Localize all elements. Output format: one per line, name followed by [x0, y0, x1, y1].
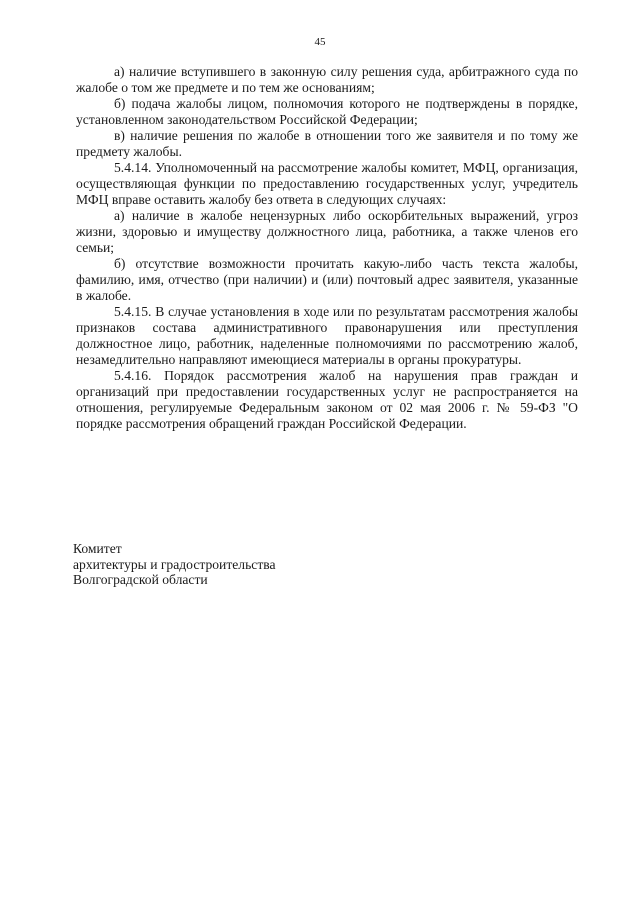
page-number: 45	[314, 36, 326, 48]
paragraph-5-4-13-b: б) подача жалобы лицом, полномочия которого не подтверждены в порядке, установленном законодательством Российской Федерации;	[76, 96, 578, 127]
signature-line-committee: Комитет	[73, 541, 122, 556]
paragraph-5-4-14-a: а) наличие в жалобе нецензурных либо оскорбительных выражений, угроз жизни, здоровью и имуществу должностного лица, работника, а также членов его семьи;	[76, 208, 578, 255]
paragraph-5-4-14-b: б) отсутствие возможности прочитать какую-либо часть текста жалобы, фамилию, имя, отчество (при наличии) и (или) почтовый адрес заявителя, указанные в жалобе.	[76, 256, 578, 303]
document-body	[76, 64, 578, 432]
signature-line-region: Волгоградской области	[73, 572, 208, 587]
paragraph-5-4-16: 5.4.16. Порядок рассмотрения жалоб на нарушения прав граждан и организаций при предоставлении государственных услуг не распространяется на отношения, регулируемые Федеральным законом от 02 мая 2006 г. № 59-ФЗ "О порядке рассмотрения обращений граждан Российской Федерации.	[76, 368, 578, 431]
signature-block	[73, 541, 393, 588]
paragraph-5-4-15: 5.4.15. В случае установления в ходе или по результатам рассмотрения жалобы признаков состава административного правонарушения или преступления должностное лицо, работник, наделенные полномочиями по рассмотрению жалоб, незамедлительно направляют имеющиеся материалы в органы прокуратуры.	[76, 304, 578, 367]
signature-line-department: архитектуры и градостроительства	[73, 556, 276, 572]
paragraph-5-4-13-a: а) наличие вступившего в законную силу решения суда, арбитражного суда по жалобе о том же предмете и по тем же основаниям;	[76, 64, 578, 95]
paragraph-5-4-14: 5.4.14. Уполномоченный на рассмотрение жалобы комитет, МФЦ, организация, осуществляющая функции по предоставлению государственных услуг, учредитель МФЦ вправе оставить жалобу без ответа в следующих случаях:	[76, 160, 578, 207]
paragraph-5-4-13-v: в) наличие решения по жалобе в отношении того же заявителя и по тому же предмету жалобы.	[76, 128, 578, 159]
